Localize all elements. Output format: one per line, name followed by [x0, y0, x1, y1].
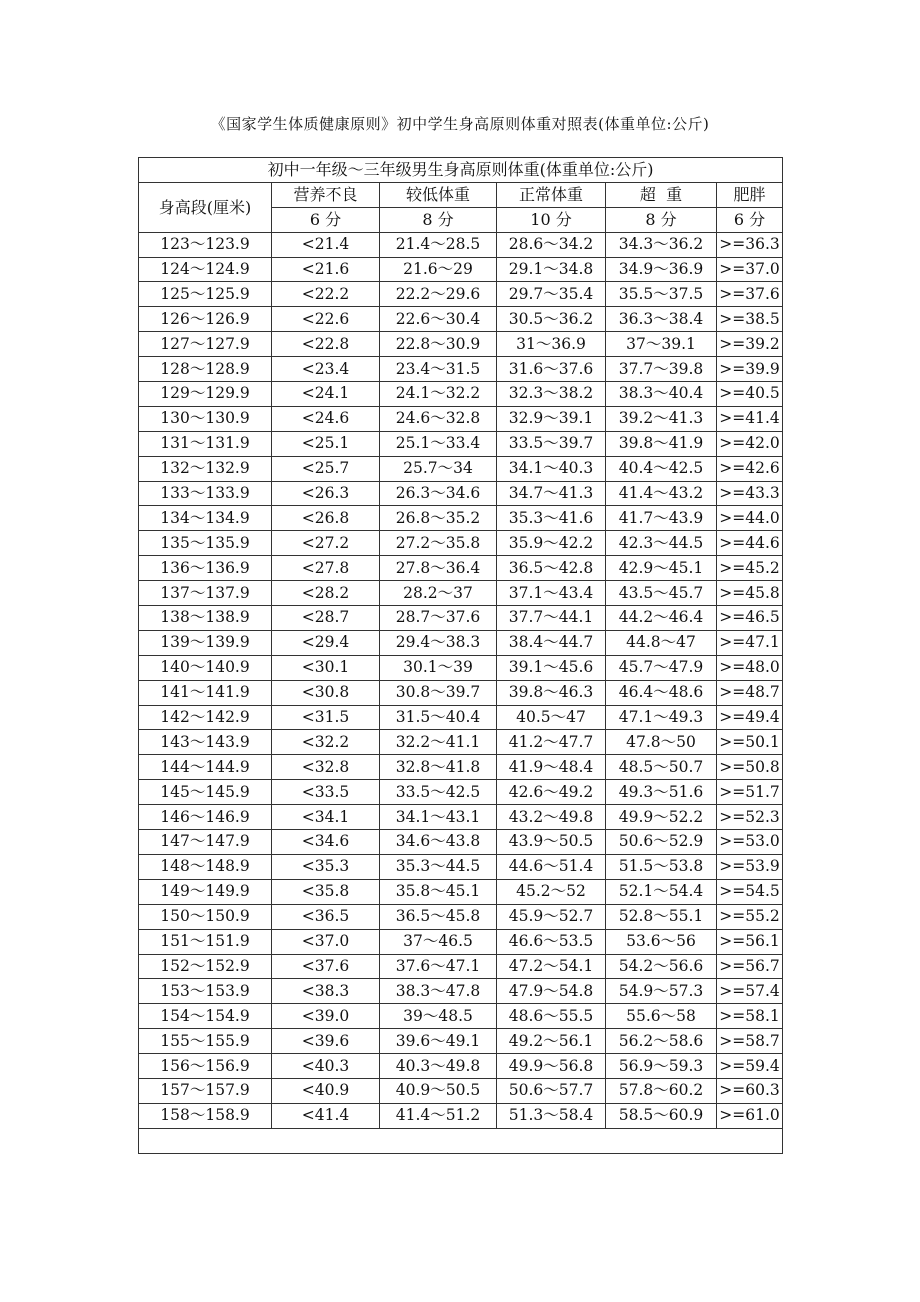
- obese-cell: >=40.5: [717, 382, 783, 407]
- malnutrition-cell: <24.1: [272, 382, 380, 407]
- obese-cell: >=56.7: [717, 954, 783, 979]
- normal-weight-cell: 51.3～58.4: [497, 1103, 606, 1128]
- table-row: [139, 655, 783, 680]
- table-caption: 初中一年级～三年级男生身高原则体重(体重单位:公斤): [139, 158, 783, 183]
- table-row: [139, 730, 783, 755]
- table-row: [139, 581, 783, 606]
- table-row: [139, 332, 783, 357]
- height-range-cell: 135～135.9: [139, 531, 272, 556]
- obese-cell: >=39.2: [717, 332, 783, 357]
- height-range-cell: 132～132.9: [139, 456, 272, 481]
- overweight-cell: 49.3～51.6: [606, 780, 717, 805]
- table-row: [139, 531, 783, 556]
- low-weight-cell: 25.1～33.4: [380, 431, 497, 456]
- overweight-cell: 36.3～38.4: [606, 307, 717, 332]
- obese-cell: >=37.6: [717, 282, 783, 307]
- overweight-cell: 44.2～46.4: [606, 606, 717, 631]
- low-weight-cell: 31.5～40.4: [380, 705, 497, 730]
- overweight-cell: 54.2～56.6: [606, 954, 717, 979]
- normal-weight-cell: 45.2～52: [497, 879, 606, 904]
- table-row: [139, 481, 783, 506]
- malnutrition-cell: <24.6: [272, 406, 380, 431]
- malnutrition-cell: <32.2: [272, 730, 380, 755]
- table-row: [139, 282, 783, 307]
- obese-cell: >=39.9: [717, 357, 783, 382]
- table-row: [139, 1004, 783, 1029]
- normal-weight-cell: 49.2～56.1: [497, 1029, 606, 1054]
- normal-weight-cell: 43.2～49.8: [497, 805, 606, 830]
- obese-cell: >=42.0: [717, 431, 783, 456]
- height-range-cell: 149～149.9: [139, 879, 272, 904]
- low-weight-cell: 37～46.5: [380, 929, 497, 954]
- normal-weight-cell: 41.9～48.4: [497, 755, 606, 780]
- low-weight-cell: 28.2～37: [380, 581, 497, 606]
- normal-weight-cell: 28.6～34.2: [497, 232, 606, 257]
- score-obese: 6 分: [717, 207, 783, 232]
- height-range-cell: 144～144.9: [139, 755, 272, 780]
- normal-weight-cell: 48.6～55.5: [497, 1004, 606, 1029]
- overweight-cell: 45.7～47.9: [606, 655, 717, 680]
- normal-weight-cell: 38.4～44.7: [497, 630, 606, 655]
- height-range-cell: 124～124.9: [139, 257, 272, 282]
- obese-cell: >=56.1: [717, 929, 783, 954]
- normal-weight-cell: 31.6～37.6: [497, 357, 606, 382]
- normal-weight-cell: 37.7～44.1: [497, 606, 606, 631]
- normal-weight-cell: 47.2～54.1: [497, 954, 606, 979]
- normal-weight-cell: 29.7～35.4: [497, 282, 606, 307]
- low-weight-cell: 21.6～29: [380, 257, 497, 282]
- overweight-cell: 34.3～36.2: [606, 232, 717, 257]
- malnutrition-cell: <41.4: [272, 1103, 380, 1128]
- malnutrition-cell: <34.6: [272, 830, 380, 855]
- height-range-cell: 156～156.9: [139, 1054, 272, 1079]
- low-weight-cell: 36.5～45.8: [380, 904, 497, 929]
- table-row: [139, 382, 783, 407]
- obese-cell: >=50.1: [717, 730, 783, 755]
- normal-weight-cell: 46.6～53.5: [497, 929, 606, 954]
- normal-weight-cell: 36.5～42.8: [497, 556, 606, 581]
- obese-cell: >=44.0: [717, 506, 783, 531]
- table-row: [139, 1054, 783, 1079]
- height-range-cell: 139～139.9: [139, 630, 272, 655]
- table-row: [139, 780, 783, 805]
- height-range-cell: 134～134.9: [139, 506, 272, 531]
- obese-cell: >=47.1: [717, 630, 783, 655]
- low-weight-cell: 40.3～49.8: [380, 1054, 497, 1079]
- table-row: [139, 755, 783, 780]
- malnutrition-cell: <28.2: [272, 581, 380, 606]
- low-weight-cell: 39～48.5: [380, 1004, 497, 1029]
- malnutrition-cell: <35.3: [272, 854, 380, 879]
- weight-standard-table: [138, 157, 783, 1154]
- overweight-cell: 37～39.1: [606, 332, 717, 357]
- low-weight-cell: 37.6～47.1: [380, 954, 497, 979]
- height-range-cell: 136～136.9: [139, 556, 272, 581]
- table-row: [139, 456, 783, 481]
- malnutrition-cell: <39.0: [272, 1004, 380, 1029]
- overweight-cell: 55.6～58: [606, 1004, 717, 1029]
- obese-cell: >=58.7: [717, 1029, 783, 1054]
- table-body: [139, 232, 783, 1128]
- malnutrition-cell: <38.3: [272, 979, 380, 1004]
- obese-cell: >=46.5: [717, 606, 783, 631]
- obese-cell: >=58.1: [717, 1004, 783, 1029]
- overweight-cell: 39.2～41.3: [606, 406, 717, 431]
- overweight-cell: 46.4～48.6: [606, 680, 717, 705]
- height-range-cell: 154～154.9: [139, 1004, 272, 1029]
- normal-weight-cell: 31～36.9: [497, 332, 606, 357]
- height-range-cell: 127～127.9: [139, 332, 272, 357]
- height-range-cell: 137～137.9: [139, 581, 272, 606]
- height-range-cell: 143～143.9: [139, 730, 272, 755]
- height-range-cell: 140～140.9: [139, 655, 272, 680]
- obese-cell: >=48.7: [717, 680, 783, 705]
- table-row: [139, 406, 783, 431]
- low-weight-cell: 29.4～38.3: [380, 630, 497, 655]
- height-range-cell: 126～126.9: [139, 307, 272, 332]
- normal-weight-cell: 45.9～52.7: [497, 904, 606, 929]
- overweight-cell: 39.8～41.9: [606, 431, 717, 456]
- normal-weight-cell: 49.9～56.8: [497, 1054, 606, 1079]
- obese-cell: >=57.4: [717, 979, 783, 1004]
- empty-footer-row: [139, 1128, 783, 1153]
- height-range-cell: 150～150.9: [139, 904, 272, 929]
- height-range-cell: 151～151.9: [139, 929, 272, 954]
- header-overweight: 超 重: [606, 182, 717, 207]
- low-weight-cell: 30.8～39.7: [380, 680, 497, 705]
- malnutrition-cell: <22.8: [272, 332, 380, 357]
- table-caption-row: [139, 158, 783, 183]
- height-range-cell: 145～145.9: [139, 780, 272, 805]
- malnutrition-cell: <29.4: [272, 630, 380, 655]
- malnutrition-cell: <33.5: [272, 780, 380, 805]
- malnutrition-cell: <37.6: [272, 954, 380, 979]
- malnutrition-cell: <39.6: [272, 1029, 380, 1054]
- height-range-cell: 152～152.9: [139, 954, 272, 979]
- obese-cell: >=51.7: [717, 780, 783, 805]
- low-weight-cell: 35.3～44.5: [380, 854, 497, 879]
- normal-weight-cell: 42.6～49.2: [497, 780, 606, 805]
- height-range-cell: 148～148.9: [139, 854, 272, 879]
- overweight-cell: 37.7～39.8: [606, 357, 717, 382]
- overweight-cell: 57.8～60.2: [606, 1078, 717, 1103]
- overweight-cell: 42.3～44.5: [606, 531, 717, 556]
- normal-weight-cell: 39.8～46.3: [497, 680, 606, 705]
- low-weight-cell: 38.3～47.8: [380, 979, 497, 1004]
- normal-weight-cell: 30.5～36.2: [497, 307, 606, 332]
- header-normal-weight: 正常体重: [497, 182, 606, 207]
- normal-weight-cell: 34.7～41.3: [497, 481, 606, 506]
- height-range-cell: 138～138.9: [139, 606, 272, 631]
- table-row: [139, 904, 783, 929]
- malnutrition-cell: <25.1: [272, 431, 380, 456]
- table-row: [139, 830, 783, 855]
- low-weight-cell: 21.4～28.5: [380, 232, 497, 257]
- table-row: [139, 606, 783, 631]
- low-weight-cell: 26.3～34.6: [380, 481, 497, 506]
- malnutrition-cell: <27.2: [272, 531, 380, 556]
- overweight-cell: 51.5～53.8: [606, 854, 717, 879]
- score-low-weight: 8 分: [380, 207, 497, 232]
- malnutrition-cell: <36.5: [272, 904, 380, 929]
- obese-cell: >=43.3: [717, 481, 783, 506]
- table-row: [139, 431, 783, 456]
- score-normal-weight: 10 分: [497, 207, 606, 232]
- low-weight-cell: 24.1～32.2: [380, 382, 497, 407]
- header-malnutrition: 营养不良: [272, 182, 380, 207]
- table-row: [139, 232, 783, 257]
- obese-cell: >=61.0: [717, 1103, 783, 1128]
- low-weight-cell: 39.6～49.1: [380, 1029, 497, 1054]
- normal-weight-cell: 37.1～43.4: [497, 581, 606, 606]
- score-overweight: 8 分: [606, 207, 717, 232]
- header-low-weight: 较低体重: [380, 182, 497, 207]
- malnutrition-cell: <21.6: [272, 257, 380, 282]
- low-weight-cell: 25.7～34: [380, 456, 497, 481]
- overweight-cell: 52.8～55.1: [606, 904, 717, 929]
- obese-cell: >=53.9: [717, 854, 783, 879]
- table-row: [139, 630, 783, 655]
- height-range-cell: 147～147.9: [139, 830, 272, 855]
- obese-cell: >=55.2: [717, 904, 783, 929]
- malnutrition-cell: <25.7: [272, 456, 380, 481]
- overweight-cell: 34.9～36.9: [606, 257, 717, 282]
- table-row: [139, 705, 783, 730]
- low-weight-cell: 32.2～41.1: [380, 730, 497, 755]
- malnutrition-cell: <31.5: [272, 705, 380, 730]
- normal-weight-cell: 47.9～54.8: [497, 979, 606, 1004]
- overweight-cell: 35.5～37.5: [606, 282, 717, 307]
- low-weight-cell: 40.9～50.5: [380, 1078, 497, 1103]
- table-row: [139, 1078, 783, 1103]
- height-range-cell: 128～128.9: [139, 357, 272, 382]
- height-range-cell: 157～157.9: [139, 1078, 272, 1103]
- malnutrition-cell: <30.8: [272, 680, 380, 705]
- table-row: [139, 929, 783, 954]
- low-weight-cell: 26.8～35.2: [380, 506, 497, 531]
- malnutrition-cell: <27.8: [272, 556, 380, 581]
- obese-cell: >=42.6: [717, 456, 783, 481]
- height-range-cell: 155～155.9: [139, 1029, 272, 1054]
- obese-cell: >=60.3: [717, 1078, 783, 1103]
- overweight-cell: 47.1～49.3: [606, 705, 717, 730]
- empty-footer-cell: [139, 1128, 783, 1153]
- normal-weight-cell: 29.1～34.8: [497, 257, 606, 282]
- normal-weight-cell: 40.5～47: [497, 705, 606, 730]
- overweight-cell: 47.8～50: [606, 730, 717, 755]
- table-row: [139, 1029, 783, 1054]
- header-obese: 肥胖: [717, 182, 783, 207]
- normal-weight-cell: 41.2～47.7: [497, 730, 606, 755]
- low-weight-cell: 27.2～35.8: [380, 531, 497, 556]
- overweight-cell: 54.9～57.3: [606, 979, 717, 1004]
- normal-weight-cell: 39.1～45.6: [497, 655, 606, 680]
- table-row: [139, 979, 783, 1004]
- obese-cell: >=53.0: [717, 830, 783, 855]
- overweight-cell: 43.5～45.7: [606, 581, 717, 606]
- malnutrition-cell: <22.6: [272, 307, 380, 332]
- low-weight-cell: 28.7～37.6: [380, 606, 497, 631]
- table-row: [139, 805, 783, 830]
- table-row: [139, 1103, 783, 1128]
- malnutrition-cell: <32.8: [272, 755, 380, 780]
- low-weight-cell: 23.4～31.5: [380, 357, 497, 382]
- score-malnutrition: 6 分: [272, 207, 380, 232]
- normal-weight-cell: 35.3～41.6: [497, 506, 606, 531]
- malnutrition-cell: <28.7: [272, 606, 380, 631]
- overweight-cell: 40.4～42.5: [606, 456, 717, 481]
- obese-cell: >=54.5: [717, 879, 783, 904]
- normal-weight-cell: 34.1～40.3: [497, 456, 606, 481]
- obese-cell: >=36.3: [717, 232, 783, 257]
- obese-cell: >=45.2: [717, 556, 783, 581]
- normal-weight-cell: 43.9～50.5: [497, 830, 606, 855]
- height-range-cell: 130～130.9: [139, 406, 272, 431]
- low-weight-cell: 33.5～42.5: [380, 780, 497, 805]
- table-row: [139, 556, 783, 581]
- height-range-cell: 133～133.9: [139, 481, 272, 506]
- obese-cell: >=52.3: [717, 805, 783, 830]
- overweight-cell: 53.6～56: [606, 929, 717, 954]
- overweight-cell: 58.5～60.9: [606, 1103, 717, 1128]
- normal-weight-cell: 35.9～42.2: [497, 531, 606, 556]
- overweight-cell: 52.1～54.4: [606, 879, 717, 904]
- low-weight-cell: 34.6～43.8: [380, 830, 497, 855]
- malnutrition-cell: <22.2: [272, 282, 380, 307]
- normal-weight-cell: 50.6～57.7: [497, 1078, 606, 1103]
- low-weight-cell: 24.6～32.8: [380, 406, 497, 431]
- height-range-cell: 125～125.9: [139, 282, 272, 307]
- table-row: [139, 879, 783, 904]
- obese-cell: >=48.0: [717, 655, 783, 680]
- table-row: [139, 357, 783, 382]
- low-weight-cell: 22.6～30.4: [380, 307, 497, 332]
- obese-cell: >=49.4: [717, 705, 783, 730]
- height-range-header: 身高段(厘米): [139, 182, 272, 232]
- table-row: [139, 854, 783, 879]
- height-range-cell: 131～131.9: [139, 431, 272, 456]
- obese-cell: >=45.8: [717, 581, 783, 606]
- malnutrition-cell: <35.8: [272, 879, 380, 904]
- height-range-cell: 146～146.9: [139, 805, 272, 830]
- malnutrition-cell: <40.3: [272, 1054, 380, 1079]
- height-range-cell: 123～123.9: [139, 232, 272, 257]
- obese-cell: >=38.5: [717, 307, 783, 332]
- table-row: [139, 506, 783, 531]
- table-row: [139, 307, 783, 332]
- malnutrition-cell: <37.0: [272, 929, 380, 954]
- malnutrition-cell: <21.4: [272, 232, 380, 257]
- low-weight-cell: 22.2～29.6: [380, 282, 497, 307]
- malnutrition-cell: <40.9: [272, 1078, 380, 1103]
- obese-cell: >=50.8: [717, 755, 783, 780]
- normal-weight-cell: 33.5～39.7: [497, 431, 606, 456]
- normal-weight-cell: 32.9～39.1: [497, 406, 606, 431]
- overweight-cell: 49.9～52.2: [606, 805, 717, 830]
- obese-cell: >=59.4: [717, 1054, 783, 1079]
- obese-cell: >=44.6: [717, 531, 783, 556]
- low-weight-cell: 34.1～43.1: [380, 805, 497, 830]
- low-weight-cell: 30.1～39: [380, 655, 497, 680]
- overweight-cell: 38.3～40.4: [606, 382, 717, 407]
- overweight-cell: 56.9～59.3: [606, 1054, 717, 1079]
- obese-cell: >=37.0: [717, 257, 783, 282]
- overweight-cell: 42.9～45.1: [606, 556, 717, 581]
- overweight-cell: 48.5～50.7: [606, 755, 717, 780]
- overweight-cell: 41.7～43.9: [606, 506, 717, 531]
- height-range-cell: 153～153.9: [139, 979, 272, 1004]
- table-row: [139, 680, 783, 705]
- normal-weight-cell: 32.3～38.2: [497, 382, 606, 407]
- malnutrition-cell: <34.1: [272, 805, 380, 830]
- table-row: [139, 954, 783, 979]
- overweight-cell: 44.8～47: [606, 630, 717, 655]
- table-row: [139, 257, 783, 282]
- height-range-cell: 129～129.9: [139, 382, 272, 407]
- height-range-cell: 141～141.9: [139, 680, 272, 705]
- low-weight-cell: 22.8～30.9: [380, 332, 497, 357]
- height-range-cell: 142～142.9: [139, 705, 272, 730]
- category-header-row: [139, 182, 783, 207]
- overweight-cell: 50.6～52.9: [606, 830, 717, 855]
- height-range-cell: 158～158.9: [139, 1103, 272, 1128]
- overweight-cell: 56.2～58.6: [606, 1029, 717, 1054]
- low-weight-cell: 35.8～45.1: [380, 879, 497, 904]
- low-weight-cell: 41.4～51.2: [380, 1103, 497, 1128]
- low-weight-cell: 27.8～36.4: [380, 556, 497, 581]
- overweight-cell: 41.4～43.2: [606, 481, 717, 506]
- normal-weight-cell: 44.6～51.4: [497, 854, 606, 879]
- obese-cell: >=41.4: [717, 406, 783, 431]
- malnutrition-cell: <26.8: [272, 506, 380, 531]
- page-title: 《国家学生体质健康原则》初中学生身高原则体重对照表(体重单位:公斤): [210, 115, 710, 133]
- malnutrition-cell: <30.1: [272, 655, 380, 680]
- malnutrition-cell: <26.3: [272, 481, 380, 506]
- malnutrition-cell: <23.4: [272, 357, 380, 382]
- low-weight-cell: 32.8～41.8: [380, 755, 497, 780]
